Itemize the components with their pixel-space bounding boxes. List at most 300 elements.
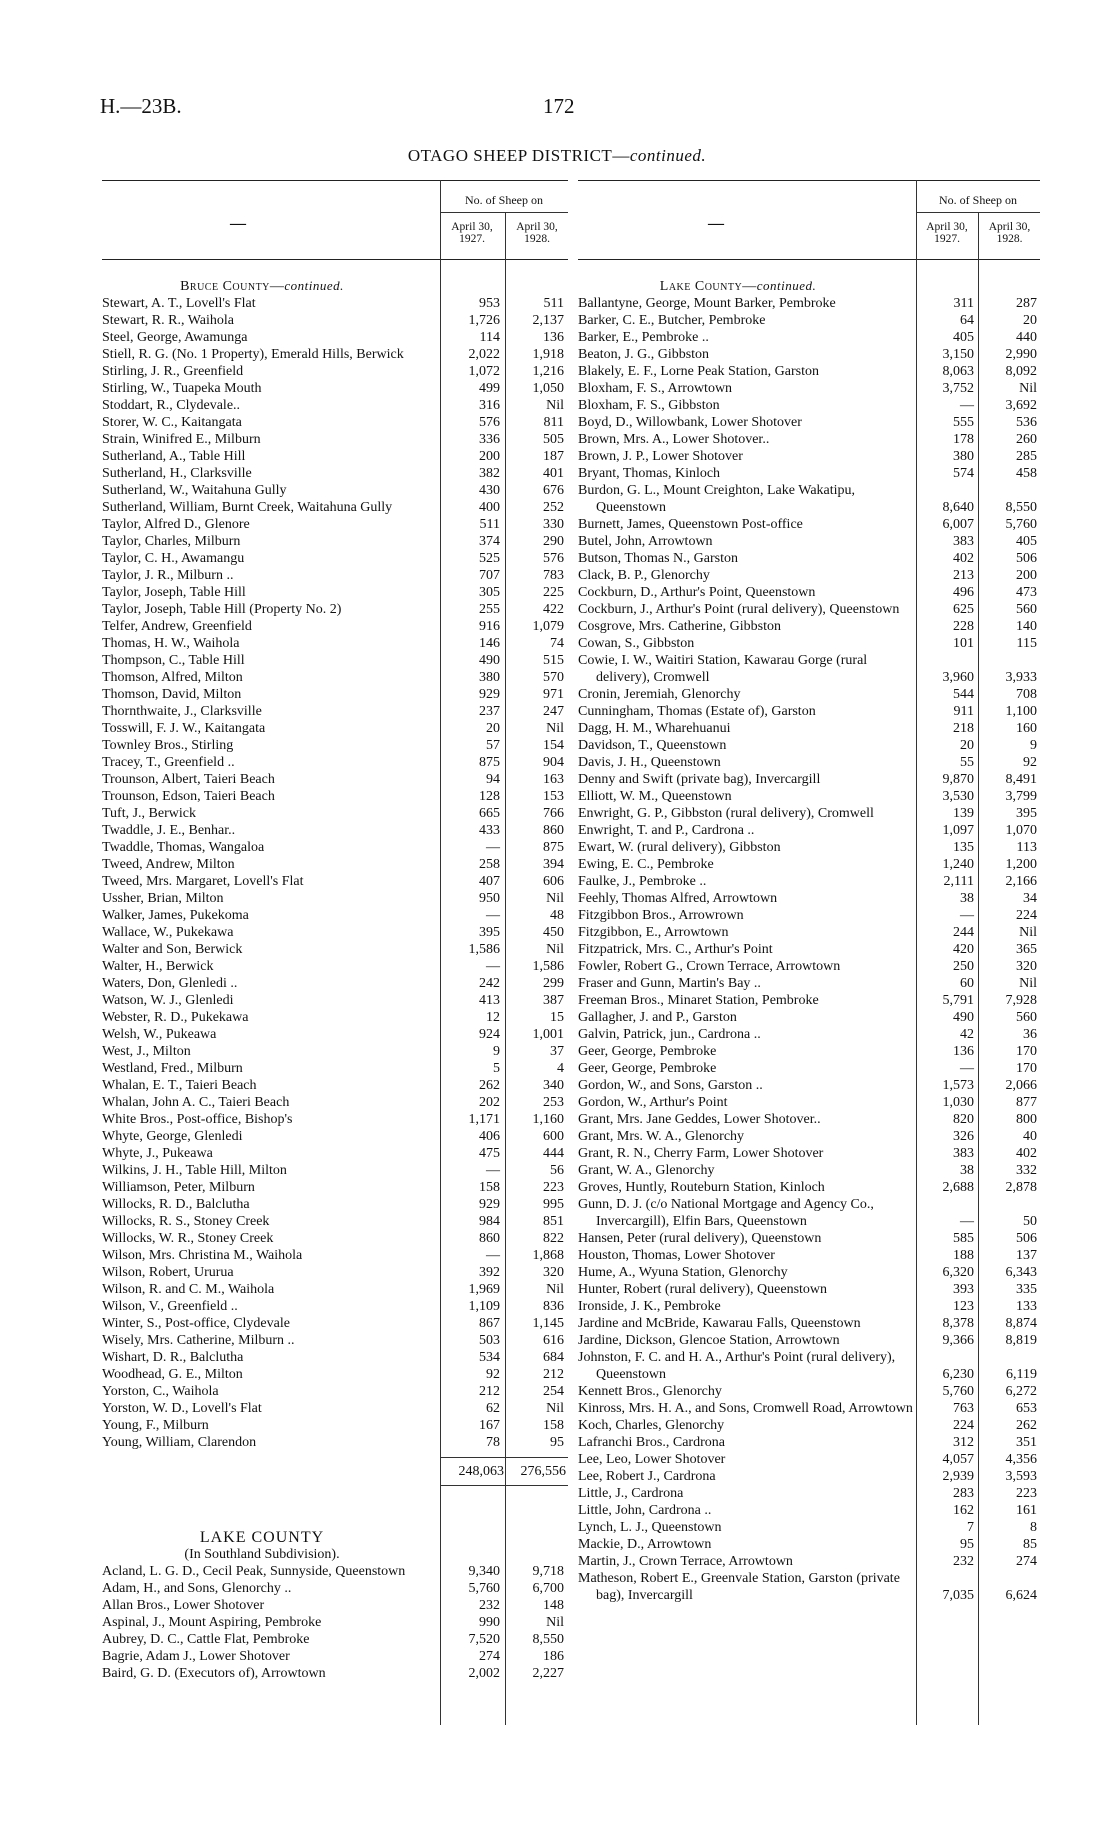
sheep-1927: 101 (953, 636, 974, 651)
entry-name: Strain, Winifred E., Milburn (102, 432, 261, 447)
table-row (102, 1563, 568, 1580)
sheep-1928: 161 (1016, 1503, 1037, 1518)
entry-name: Lynch, L. J., Queenstown (578, 1520, 722, 1535)
sheep-1927: 820 (953, 1112, 974, 1127)
sheep-1927: 60 (960, 976, 974, 991)
table-row (578, 465, 1040, 482)
sheep-1928: 387 (543, 993, 564, 1008)
table-row (578, 1162, 1040, 1179)
sheep-1927: 380 (479, 670, 500, 685)
entry-name: Cronin, Jeremiah, Glenorchy (578, 687, 741, 702)
sheep-1927: 224 (953, 1418, 974, 1433)
no-of-sheep-header: No. of Sheep on (939, 193, 1017, 207)
entry-name: Cowan, S., Gibbston (578, 636, 695, 651)
sheep-1927: 38 (960, 891, 974, 906)
sheep-1928: 4,356 (1005, 1452, 1037, 1467)
table-row (102, 1077, 568, 1094)
entry-name: Hume, A., Wyuna Station, Glenorchy (578, 1265, 788, 1280)
sheep-1927: — (486, 1248, 500, 1263)
sheep-1927: 228 (953, 619, 974, 634)
table-row (102, 805, 568, 822)
sheep-1928: 1,918 (532, 347, 564, 362)
entry-name: Burnett, James, Queenstown Post-office (578, 517, 803, 532)
sheep-1928: 163 (543, 772, 564, 787)
sheep-1927: 232 (953, 1554, 974, 1569)
entry-name: Barker, E., Pembroke .. (578, 330, 709, 345)
table-row (102, 1614, 568, 1631)
sheep-1928: 74 (550, 636, 564, 651)
sheep-1927: 382 (479, 466, 500, 481)
entry-name: Feehly, Thomas Alfred, Arrowtown (578, 891, 778, 906)
sheep-1928: 515 (543, 653, 564, 668)
entry-name: Wilson, R. and C. M., Waihola (102, 1282, 275, 1297)
entry-name: Davidson, T., Queenstown (578, 738, 727, 753)
sheep-1928: 708 (1016, 687, 1037, 702)
right-rows (578, 278, 1040, 1604)
table-row (102, 1128, 568, 1145)
entry-name: Tweed, Andrew, Milton (102, 857, 235, 872)
sheep-1928: Nil (546, 1615, 564, 1630)
sheep-1927: 2,111 (943, 874, 974, 889)
table-row (102, 516, 568, 533)
entry-name: Sutherland, W., Waitahuna Gully (102, 483, 287, 498)
sheep-1928: 253 (543, 1095, 564, 1110)
entry-name: Yorston, W. D., Lovell's Flat (102, 1401, 262, 1416)
entry-name: Enwright, G. P., Gibbston (rural delivery), Cromwell (578, 806, 874, 821)
sheep-1927: 1,586 (468, 942, 500, 957)
table-row (578, 856, 1040, 873)
sheep-1927: 62 (486, 1401, 500, 1416)
sheep-1927: 255 (479, 602, 500, 617)
entry-name: Faulke, J., Pembroke .. (578, 874, 707, 889)
sheep-1928: 402 (1016, 1146, 1037, 1161)
table-row (578, 1468, 1040, 1485)
sheep-1927: 64 (960, 313, 974, 328)
table-row (102, 1281, 568, 1298)
table-row (578, 1298, 1040, 1315)
table-row (102, 754, 568, 771)
table-row (578, 380, 1040, 397)
table-row (102, 924, 568, 941)
sheep-1927: 420 (953, 942, 974, 957)
table-row (102, 601, 568, 618)
table-row (102, 1315, 568, 1332)
table-row (578, 1179, 1040, 1196)
entry-name: Davis, J. H., Queenstown (578, 755, 721, 770)
right-column-header (578, 180, 1040, 260)
table-row (578, 873, 1040, 890)
sheep-1927: 9,870 (942, 772, 974, 787)
sheep-1927: 525 (479, 551, 500, 566)
sheep-1928: 8,550 (1005, 500, 1037, 515)
table-row (578, 890, 1040, 907)
table-row (578, 1451, 1040, 1468)
entry-name: Barker, C. E., Butcher, Pembroke (578, 313, 766, 328)
entry-name: Fraser and Gunn, Martin's Bay .. (578, 976, 761, 991)
sheep-1927: 94 (486, 772, 500, 787)
sheep-1927: 374 (479, 534, 500, 549)
entry-name: Kennett Bros., Glenorchy (578, 1384, 722, 1399)
sheep-1928: 450 (543, 925, 564, 940)
sheep-1927: 200 (479, 449, 500, 464)
sheep-1928: 8 (1030, 1520, 1037, 1535)
sheep-1928: 536 (1016, 415, 1037, 430)
sheep-1928: 365 (1016, 942, 1037, 957)
table-row (578, 482, 1040, 516)
table-row (578, 618, 1040, 635)
entry-name: Lee, Robert J., Cardrona (578, 1469, 716, 1484)
entry-name: Wishart, D. R., Balclutha (102, 1350, 244, 1365)
sheep-1928: 444 (543, 1146, 564, 1161)
table-row (102, 1298, 568, 1315)
table-row (102, 533, 568, 550)
entry-name: Tracey, T., Greenfield .. (102, 755, 235, 770)
sheep-1927: 867 (479, 1316, 500, 1331)
entry-name: Allan Bros., Lower Shotover (102, 1598, 265, 1613)
table-row (102, 635, 568, 652)
sheep-1928: 783 (543, 568, 564, 583)
sheep-1928: 9 (1030, 738, 1037, 753)
sheep-1927: 274 (479, 1649, 500, 1664)
table-row (102, 1648, 568, 1665)
sheep-1927: 6,007 (942, 517, 974, 532)
sheep-1927: 392 (479, 1265, 500, 1280)
entry-name: Watson, W. J., Glenledi (102, 993, 234, 1008)
entry-name: White Bros., Post-office, Bishop's (102, 1112, 293, 1127)
entry-name: Kinross, Mrs. H. A., and Sons, Cromwell Road, Arrowtown (578, 1401, 913, 1416)
sheep-1928: 3,593 (1005, 1469, 1037, 1484)
entry-name: Blakely, E. F., Lorne Peak Station, Garston (578, 364, 819, 379)
sheep-1928: 851 (543, 1214, 564, 1229)
table-row (578, 720, 1040, 737)
table-row (578, 958, 1040, 975)
table-row (578, 1145, 1040, 1162)
table-row (102, 856, 568, 873)
table-row (578, 431, 1040, 448)
sheep-1927: 213 (953, 568, 974, 583)
table-row (102, 1060, 568, 1077)
entry-name: Williamson, Peter, Milburn (102, 1180, 255, 1195)
table-row (578, 703, 1040, 720)
entry-name: Geer, George, Pembroke (578, 1061, 717, 1076)
section-name: Lake County— (659, 279, 757, 294)
entry-name: Cosgrove, Mrs. Catherine, Gibbston (578, 619, 781, 634)
sheep-1928: 254 (543, 1384, 564, 1399)
sheep-1928: 262 (1016, 1418, 1037, 1433)
entry-name: Taylor, C. H., Awamangu (102, 551, 245, 566)
sheep-1928: 8,550 (532, 1632, 564, 1647)
sheep-1928: Nil (546, 398, 564, 413)
sheep-1928: 560 (1016, 602, 1037, 617)
sheep-1928: 684 (543, 1350, 564, 1365)
table-row (102, 1332, 568, 1349)
table-row (578, 550, 1040, 567)
sheep-1928: 290 (543, 534, 564, 549)
sheep-1927: 953 (479, 296, 500, 311)
sheep-1928: 285 (1016, 449, 1037, 464)
sheep-1927: 2,688 (942, 1180, 974, 1195)
sheep-1928: 401 (543, 466, 564, 481)
entry-name: Twaddle, J. E., Benhar.. (102, 823, 236, 838)
sheep-1927: 242 (479, 976, 500, 991)
sheep-1927: — (486, 840, 500, 855)
sheep-1928: 6,343 (1005, 1265, 1037, 1280)
sheep-1928: 95 (550, 1435, 564, 1450)
sheep-1928: 8,874 (1005, 1316, 1037, 1331)
table-row (102, 312, 568, 329)
table-row (102, 431, 568, 448)
sheep-1928: 3,692 (1005, 398, 1037, 413)
sheep-1927: 178 (953, 432, 974, 447)
table-row (578, 1536, 1040, 1553)
table-row (102, 975, 568, 992)
sheep-1927: 574 (953, 466, 974, 481)
table-row (578, 584, 1040, 601)
table-row (578, 312, 1040, 329)
table-row (578, 1400, 1040, 1417)
entry-name: Houston, Thomas, Lower Shotover (578, 1248, 775, 1263)
table-row (102, 380, 568, 397)
sheep-1927: 924 (479, 1027, 500, 1042)
sheep-1928: 811 (543, 415, 564, 430)
table-row (102, 329, 568, 346)
page-number: 172 (543, 94, 575, 118)
table-row (578, 448, 1040, 465)
sheep-1927: — (960, 1214, 974, 1229)
sheep-1928: 473 (1016, 585, 1037, 600)
sheep-1927: 383 (953, 1146, 974, 1161)
sheep-1928: 1,100 (1005, 704, 1037, 719)
table-row (102, 890, 568, 907)
sheep-1927: 413 (479, 993, 500, 1008)
date-1928-header: April 30, 1928. (988, 221, 1031, 245)
sheep-1927: — (486, 959, 500, 974)
table-row (102, 618, 568, 635)
table-row (102, 652, 568, 669)
sheep-1928: 40 (1023, 1129, 1037, 1144)
entry-name: Willocks, R. D., Balclutha (102, 1197, 250, 1212)
table-row (578, 1570, 1040, 1604)
entry-name: Butel, John, Arrowtown (578, 534, 713, 549)
sheep-1928: 223 (1016, 1486, 1037, 1501)
entry-name: Yorston, C., Waihola (102, 1384, 219, 1399)
sheep-1927: 262 (479, 1078, 500, 1093)
table-row (578, 975, 1040, 992)
date-1928-header: April 30, 1928. (516, 221, 558, 245)
lake-county-heading: LAKE COUNTY (199, 1529, 325, 1546)
entry-name: Bagrie, Adam J., Lower Shotover (102, 1649, 290, 1664)
table-row (578, 805, 1040, 822)
sheep-1928: 160 (1016, 721, 1037, 736)
sheep-1928: 2,137 (532, 313, 564, 328)
entry-name: Gallagher, J. and P., Garston (578, 1010, 737, 1025)
table-row (578, 329, 1040, 346)
total-1927: 248,063 (458, 1464, 504, 1479)
sheep-1928: 995 (543, 1197, 564, 1212)
table-row (102, 397, 568, 414)
sheep-1928: 252 (543, 500, 564, 515)
sheep-1927: 244 (953, 925, 974, 940)
sheep-1927: 123 (953, 1299, 974, 1314)
sheep-1928: 9,718 (532, 1564, 564, 1579)
sheep-1928: 560 (1016, 1010, 1037, 1025)
left-rows (102, 278, 568, 1682)
table-row (578, 414, 1040, 431)
sheep-1927: 311 (953, 296, 974, 311)
table-row (102, 1196, 568, 1213)
sheep-1928: 2,227 (532, 1666, 564, 1681)
entry-name: Clack, B. P., Glenorchy (578, 568, 710, 583)
table-row (578, 1043, 1040, 1060)
section-continued: continued. (756, 278, 817, 293)
sheep-1927: — (960, 908, 974, 923)
entry-name: Denny and Swift (private bag), Invercargill (578, 772, 821, 787)
sheep-1927: 555 (953, 415, 974, 430)
sheep-1928: 766 (543, 806, 564, 821)
sheep-1927: 380 (953, 449, 974, 464)
sheep-1927: 503 (479, 1333, 500, 1348)
entry-name: Wilson, Robert, Ururua (102, 1265, 234, 1280)
sheep-1927: 406 (479, 1129, 500, 1144)
sheep-1928: 330 (543, 517, 564, 532)
sheep-1928: 92 (1023, 755, 1037, 770)
entry-name: Dagg, H. M., Wharehuanui (578, 721, 731, 736)
sheep-1928: 6,119 (1006, 1367, 1037, 1382)
table-row (578, 397, 1040, 414)
table-row (578, 1485, 1040, 1502)
sheep-1927: 95 (960, 1537, 974, 1552)
sheep-1928: 225 (543, 585, 564, 600)
table-row (102, 482, 568, 499)
table-row (102, 992, 568, 1009)
sheep-1928: 458 (1016, 466, 1037, 481)
table-row (578, 788, 1040, 805)
sheep-1927: 9,366 (942, 1333, 974, 1348)
entry-name: Taylor, J. R., Milburn .. (102, 568, 234, 583)
sheep-1928: 320 (1016, 959, 1037, 974)
sheep-1927: 1,072 (468, 364, 500, 379)
table-row (578, 992, 1040, 1009)
total-row (102, 1457, 568, 1489)
sheep-1928: 1,586 (532, 959, 564, 974)
table-row (578, 907, 1040, 924)
sheep-1927: 585 (953, 1231, 974, 1246)
entry-name: Hansen, Peter (rural delivery), Queenstown (578, 1231, 822, 1246)
sheep-1928: 287 (1016, 296, 1037, 311)
table-row (578, 1519, 1040, 1536)
table-row (578, 941, 1040, 958)
date-1927-header: April 30, 1927. (926, 221, 968, 245)
table-row (102, 839, 568, 856)
sheep-1928: 4 (557, 1061, 564, 1076)
table-row (578, 686, 1040, 703)
entry-name: Stiell, R. G. (No. 1 Property), Emerald Hills, Berwick (102, 347, 404, 362)
page-title: OTAGO SHEEP DISTRICT—continued. (407, 146, 707, 165)
sheep-1928: 606 (543, 874, 564, 889)
entry-name: Little, J., Cardrona (578, 1486, 684, 1501)
sheep-1927: 5 (493, 1061, 500, 1076)
sheep-1928: 6,272 (1005, 1384, 1037, 1399)
entry-name: Thornthwaite, J., Clarksville (102, 704, 262, 719)
sheep-1927: 6,320 (942, 1265, 974, 1280)
entry-name: Sutherland, A., Table Hill (102, 449, 246, 464)
sheep-1928: 860 (543, 823, 564, 838)
sheep-1927: 625 (953, 602, 974, 617)
entry-name: Walter, H., Berwick (102, 959, 214, 974)
entry-name: Koch, Charles, Glenorchy (578, 1418, 725, 1433)
sheep-1927: — (486, 1163, 500, 1178)
table-row (102, 346, 568, 363)
entry-name: Sutherland, H., Clarksville (102, 466, 252, 481)
table-row (102, 1580, 568, 1597)
sheep-1928: 1,079 (532, 619, 564, 634)
table-row (578, 1060, 1040, 1077)
sheep-1928: 616 (543, 1333, 564, 1348)
sheep-1928: 20 (1023, 313, 1037, 328)
entry-name: Elliott, W. M., Queenstown (578, 789, 732, 804)
sheep-1927: 9 (493, 1044, 500, 1059)
sheep-1928: 148 (543, 1598, 564, 1613)
entry-name: Walter and Son, Berwick (102, 942, 243, 957)
table-row (102, 822, 568, 839)
table-row (102, 1349, 568, 1366)
sheep-1927: 1,030 (942, 1095, 974, 1110)
table-row (578, 1281, 1040, 1298)
sheep-1927: 326 (953, 1129, 974, 1144)
entry-name: Fowler, Robert G., Crown Terrace, Arrowtown (578, 959, 841, 974)
sheep-1927: 6,230 (942, 1367, 974, 1382)
table-row (102, 550, 568, 567)
table-row (102, 1366, 568, 1383)
sheep-1928: 48 (550, 908, 564, 923)
sheep-1927: 984 (479, 1214, 500, 1229)
sheep-1928: 971 (543, 687, 564, 702)
sheep-1928: Nil (1019, 976, 1037, 991)
entry-name: Baird, G. D. (Executors of), Arrowtown (102, 1666, 326, 1681)
entry-name: Whalan, E. T., Taieri Beach (102, 1078, 257, 1093)
sheep-1928: 153 (543, 789, 564, 804)
sheep-1927: 162 (953, 1503, 974, 1518)
sheep-1928: 5,760 (1005, 517, 1037, 532)
table-row (102, 1631, 568, 1648)
sheep-1928: 1,200 (1005, 857, 1037, 872)
entry-name: Beaton, J. G., Gibbston (578, 347, 710, 362)
sheep-1928: 653 (1016, 1401, 1037, 1416)
sheep-1927: 395 (479, 925, 500, 940)
entry-name: Taylor, Charles, Milburn (102, 534, 241, 549)
table-row (102, 363, 568, 380)
sheep-1927: 916 (479, 619, 500, 634)
sheep-1928: 8,092 (1005, 364, 1037, 379)
table-row (102, 1162, 568, 1179)
sheep-1927: 430 (479, 483, 500, 498)
sheep-1927: 57 (486, 738, 500, 753)
table-row (102, 737, 568, 754)
sheep-1927: 929 (479, 687, 500, 702)
table-row (102, 465, 568, 482)
table-row (102, 1179, 568, 1196)
table-row (102, 295, 568, 312)
entry-name: Cowie, I. W., Waitiri Station, Kawarau Gorge (rural delivery), Cromwell (578, 653, 868, 685)
entry-name: Taylor, Joseph, Table Hill (102, 585, 246, 600)
section-continued: continued. (284, 278, 344, 293)
entry-name: Tosswill, F. J. W., Kaitangata (102, 721, 266, 736)
sheep-1927: 7,520 (468, 1632, 500, 1647)
entry-name: Steel, George, Awamunga (102, 330, 248, 345)
entry-name: Twaddle, Thomas, Wangaloa (102, 840, 265, 855)
entry-name: Thomson, David, Milton (102, 687, 242, 702)
table-row (578, 601, 1040, 618)
